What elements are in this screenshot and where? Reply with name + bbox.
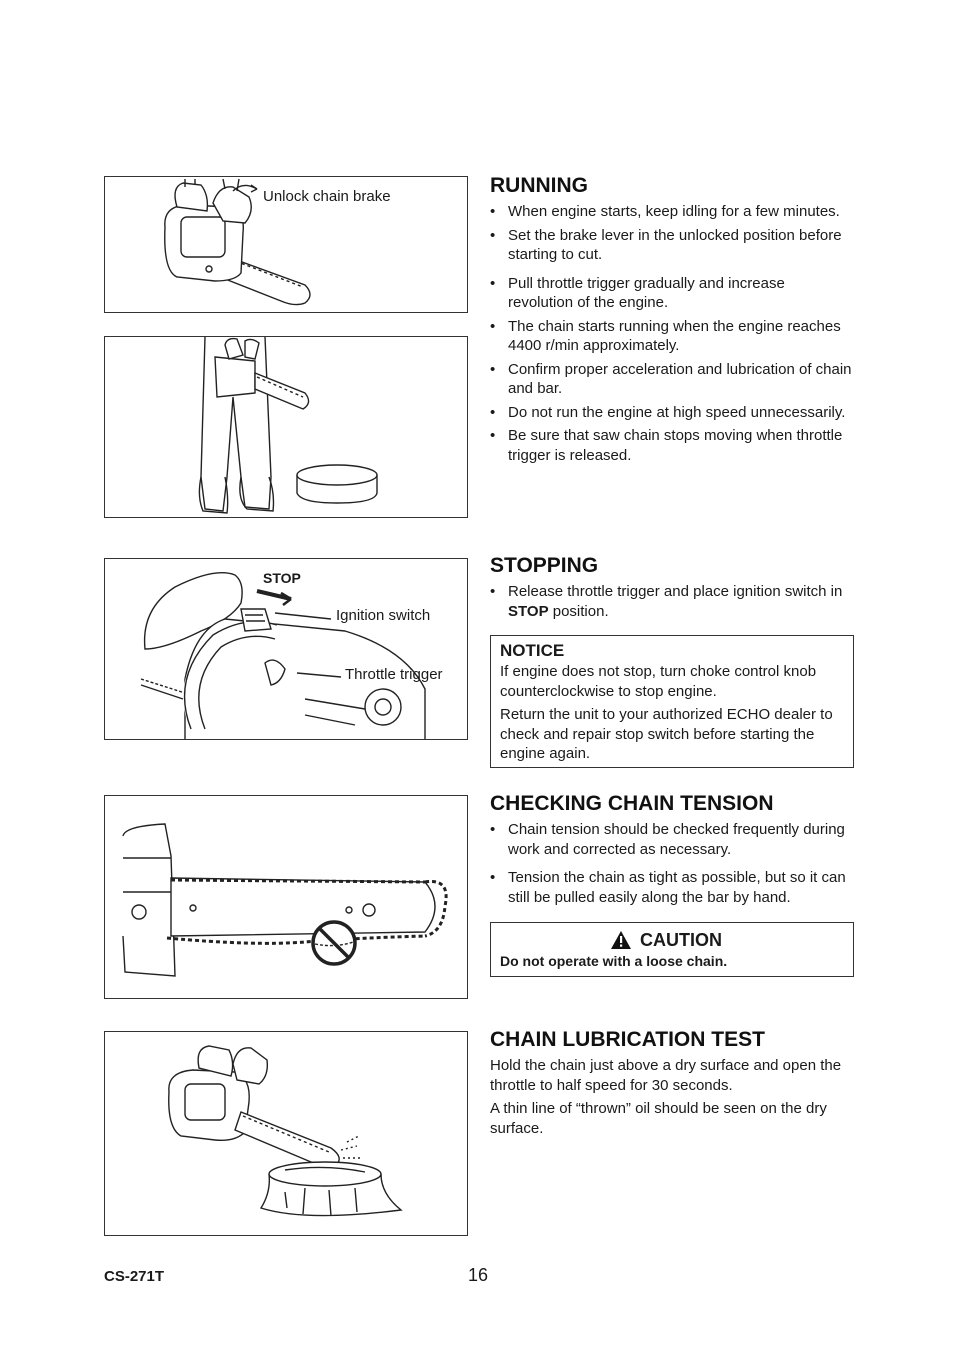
notice-paragraph-2: Return the unit to your authorized ECHO dealer to check and repair stop switch before starting the engine again. — [500, 706, 833, 762]
running-bullet-5: • Confirm proper acceleration and lubrication of chain and bar. — [490, 360, 854, 399]
warning-triangle-icon — [610, 930, 632, 950]
stopping-bullet-stop: STOP — [508, 602, 549, 620]
footer-model: CS-271T — [104, 1268, 165, 1285]
chain-tension-section — [490, 792, 854, 907]
stopping-bullet-pre: Release throttle trigger and place ignition switch in — [508, 583, 843, 600]
caution-text: Do not operate with a loose chain. — [500, 953, 728, 969]
running-bullet-7: • Be sure that saw chain stops moving when throttle trigger is released. — [490, 426, 854, 465]
chain-tension-bullets — [490, 820, 854, 907]
ignition-switch-illustration — [105, 559, 468, 740]
chain-tension-heading: CHECKING CHAIN TENSION — [490, 792, 774, 815]
page-number: 16 — [468, 1265, 489, 1285]
stopping-bullet-post: position. — [548, 602, 609, 620]
stopping-heading: STOPPING — [490, 554, 599, 577]
operator-standing-illustration — [105, 337, 468, 518]
figure-chain-tension — [104, 795, 468, 999]
notice-heading: NOTICE — [500, 641, 565, 660]
running-bullet-2: • Set the brake lever in the unlocked position before starting to cut. — [490, 226, 854, 265]
figure-unlock-chain-brake — [104, 176, 468, 313]
running-bullet-6: • Do not run the engine at high speed unnecessarily. — [490, 403, 854, 423]
running-section — [490, 174, 854, 465]
lubrication-test-illustration — [105, 1032, 468, 1236]
notice-box — [490, 635, 854, 768]
figure-operator-standing — [104, 336, 468, 518]
unlock-chain-brake-label: Unlock chain brake — [263, 188, 391, 205]
caution-box — [490, 922, 854, 977]
lubrication-paragraph-1: Hold the chain just above a dry surface and open the throttle to half speed for 30 seconds. — [490, 1057, 842, 1094]
running-bullet-3: • Pull throttle trigger gradually and increase revolution of the engine. — [490, 274, 854, 313]
figure-stop-switch — [104, 558, 468, 740]
figure-lubrication-test — [104, 1031, 468, 1236]
throttle-trigger-label: Throttle trigger — [345, 666, 443, 683]
chain-tension-bullet-2: • Tension the chain as tight as possible, but so it can still be pulled easily along the bar by hand. — [490, 868, 854, 907]
lubrication-heading: CHAIN LUBRICATION TEST — [490, 1028, 765, 1051]
caution-heading: CAUTION — [640, 930, 722, 950]
running-bullet-4: • The chain starts running when the engine reaches 4400 r/min approximately. — [490, 317, 854, 356]
lubrication-paragraph-2: A thin line of “thrown” oil should be seen on the dry surface. — [490, 1100, 827, 1137]
notice-paragraph-1: If engine does not stop, turn choke control knob counterclockwise to stop engine. — [500, 663, 817, 700]
stopping-bullet-1 — [490, 582, 854, 621]
running-heading: RUNNING — [490, 174, 588, 197]
caution-header — [488, 929, 844, 951]
chain-tension-bullet-1: • Chain tension should be checked frequently during work and corrected as necessary. — [490, 820, 854, 859]
stop-label: STOP — [263, 570, 301, 586]
stopping-bullets — [490, 582, 854, 621]
ignition-switch-label: Ignition switch — [336, 607, 431, 624]
running-bullets — [490, 202, 854, 465]
running-bullet-1: • When engine starts, keep idling for a few minutes. — [490, 202, 854, 222]
stopping-section — [490, 554, 854, 621]
loose-chain-bar-illustration — [105, 796, 468, 999]
lubrication-section — [490, 1028, 854, 1138]
